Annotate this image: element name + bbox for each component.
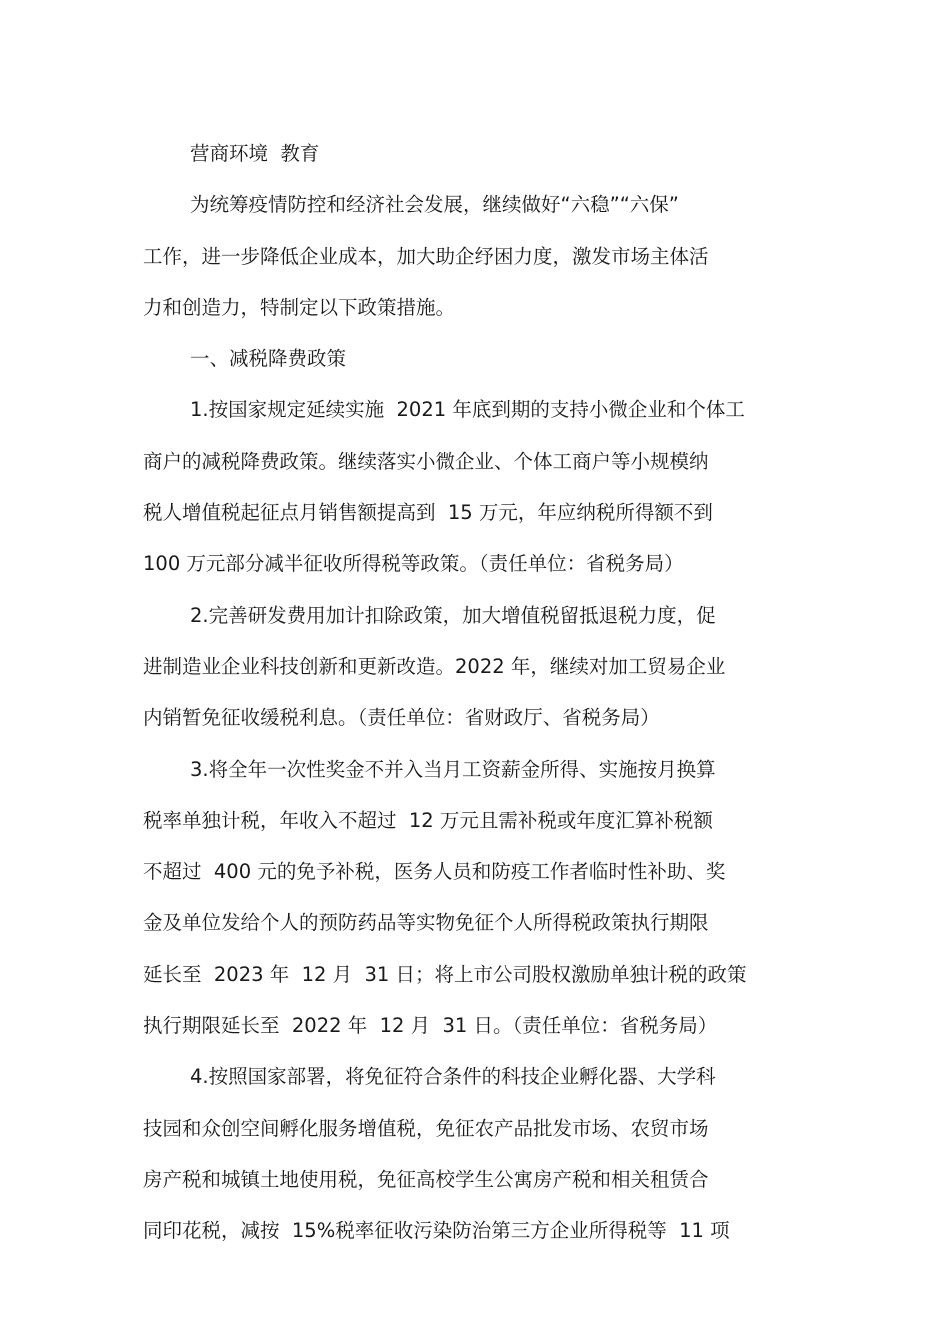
paragraph-line: 工作，进一步降低企业成本，加大助企纾困力度，激发市场主体活 [143, 244, 709, 268]
paragraph-line: 1.按国家规定延续实施 2021 年底到期的支持小微企业和个体工 [190, 398, 745, 422]
paragraph-line: 技园和众创空间孵化服务增值税，免征农产品批发市场、农贸市场 [143, 1116, 709, 1140]
document-body [143, 128, 807, 1257]
paragraph-line: 力和创造力，特制定以下政策措施。 [143, 295, 456, 319]
paragraph-line: 不超过 400 元的免予补税，医务人员和防疫工作者临时性补助、奖 [143, 860, 726, 884]
section-heading: 一、减税降费政策 [190, 347, 347, 371]
paragraph-line: 房产税和城镇土地使用税，免征高校学生公寓房产税和相关租赁合 [143, 1167, 709, 1191]
paragraph-line: 金及单位发给个人的预防药品等实物免征个人所得税政策执行期限 [143, 911, 709, 935]
paragraph-line: 3.将全年一次性奖金不并入当月工资薪金所得、实施按月换算 [190, 757, 716, 781]
paragraph-line: 100 万元部分减半征收所得税等政策。（责任单位：省税务局） [143, 552, 684, 576]
paragraph-line: 延长至 2023 年 12 月 31 日；将上市公司股权激励单独计税的政策 [143, 962, 747, 986]
paragraph-line: 商户的减税降费政策。继续落实小微企业、个体工商户等小规模纳 [143, 449, 709, 473]
paragraph-line: 4.按照国家部署，将免征符合条件的科技企业孵化器、大学科 [190, 1065, 716, 1089]
paragraph-line: 为统筹疫情防控和经济社会发展，继续做好“六稳”“六保” [190, 193, 679, 217]
paragraph-line: 内销暂免征收缓税利息。（责任单位：省财政厅、省税务局） [143, 706, 660, 730]
paragraph-line: 同印花税，减按 15%税率征收污染防治第三方企业所得税等 11 项 [143, 1219, 730, 1243]
doc-header-line: 营商环境 教育 [190, 142, 320, 165]
paragraph-line: 2.完善研发费用加计扣除政策，加大增值税留抵退税力度，促 [190, 603, 716, 627]
paragraph-line: 进制造业企业科技创新和更新改造。2022 年，继续对加工贸易企业 [143, 654, 726, 678]
paragraph-line: 税率单独计税，年收入不超过 12 万元且需补税或年度汇算补税额 [143, 808, 713, 832]
paragraph-line: 税人增值税起征点月销售额提高到 15 万元，年应纳税所得额不到 [143, 501, 713, 525]
paragraph-line: 执行期限延长至 2022 年 12 月 31 日。（责任单位：省税务局） [143, 1014, 718, 1038]
